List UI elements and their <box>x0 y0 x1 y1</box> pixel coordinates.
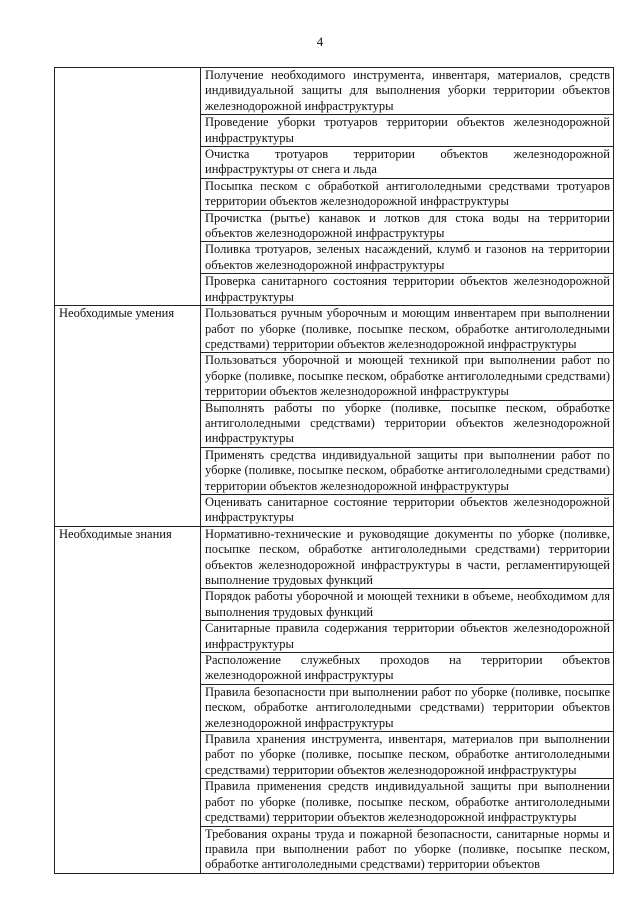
requirement-item: Правила безопасности при выполнении работ по уборке (поливке, посыпке песком, обработке антигололедными средствами) территории объектов железнодорожной инфраструктуры <box>201 684 614 731</box>
section-label: Необходимые умения <box>55 306 201 527</box>
requirement-item: Посыпка песком с обработкой антигололедными средствами тротуаров территории объектов железнодорожной инфраструктуры <box>201 178 614 210</box>
requirement-item: Правила применения средств индивидуальной защиты при выполнении работ по уборке (поливке, посыпке песком, обработке антигололедными средствами) территории объектов железнодорожной инфраструктуры <box>201 779 614 826</box>
requirement-item: Санитарные правила содержания территории объектов железнодорожной инфраструктуры <box>201 621 614 653</box>
requirement-item: Проверка санитарного состояния территории объектов железнодорожной инфраструктуры <box>201 274 614 306</box>
requirement-item: Требования охраны труда и пожарной безопасности, санитарные нормы и правила при выполнении работ по уборке (поливке, посыпке песком, обработке антигололедными средствами) территории объектов <box>201 826 614 873</box>
requirement-item: Применять средства индивидуальной защиты при выполнении работ по уборке (поливке, посыпке песком, обработке антигололедными средствами) территории объектов железнодорожной инфраструктуры <box>201 447 614 494</box>
requirement-item: Нормативно-технические и руководящие документы по уборке (поливке, посыпке песком, обработке антигололедными средствами) территории объектов железнодорожной инфраструктуры в части, регламентирующей выполнение трудовых функций <box>201 526 614 589</box>
requirement-item: Выполнять работы по уборке (поливке, посыпке песком, обработке антигололедными средствами) территории объектов железнодорожной инфраструктуры <box>201 400 614 447</box>
table-row <box>55 306 614 353</box>
requirement-item: Оценивать санитарное состояние территории объектов железнодорожной инфраструктуры <box>201 494 614 526</box>
requirement-item: Порядок работы уборочной и моющей техники в объеме, необходимом для выполнения трудовых функций <box>201 589 614 621</box>
requirement-item: Получение необходимого инструмента, инвентаря, материалов, средств индивидуальной защиты для выполнения уборки территории объектов железнодорожной инфраструктуры <box>201 68 614 115</box>
requirements-table-body <box>55 68 614 874</box>
requirement-item: Пользоваться уборочной и моющей техникой при выполнении работ по уборке (поливке, посыпке песком, обработке антигололедными средствами) территории объектов железнодорожной инфраструктуры <box>201 353 614 400</box>
requirement-item: Очистка тротуаров территории объектов железнодорожной инфраструктуры от снега и льда <box>201 147 614 179</box>
requirement-item: Пользоваться ручным уборочным и моющим инвентарем при выполнении работ по уборке (поливке, посыпке песком, обработке антигололедными средствами) территории объектов железнодорожной инфраструктуры <box>201 306 614 353</box>
section-label: Необходимые знания <box>55 526 201 873</box>
page-number: 4 <box>316 34 324 49</box>
requirement-item: Проведение уборки тротуаров территории объектов железнодорожной инфраструктуры <box>201 115 614 147</box>
requirement-item: Поливка тротуаров, зеленых насаждений, клумб и газонов на территории объектов железнодорожной инфраструктуры <box>201 242 614 274</box>
section-label <box>55 68 201 306</box>
requirement-item: Расположение служебных проходов на территории объектов железнодорожной инфраструктуры <box>201 653 614 685</box>
requirement-item: Правила хранения инструмента, инвентаря, материалов при выполнении работ по уборке (поливке, посыпке песком, обработке антигололедными средствами) территории объектов железнодорожной инфраструктуры <box>201 732 614 779</box>
table-row <box>55 68 614 115</box>
requirement-item: Прочистка (рытье) канавок и лотков для стока воды на территории объектов железнодорожной инфраструктуры <box>201 210 614 242</box>
requirements-table <box>54 67 614 874</box>
table-row <box>55 526 614 589</box>
